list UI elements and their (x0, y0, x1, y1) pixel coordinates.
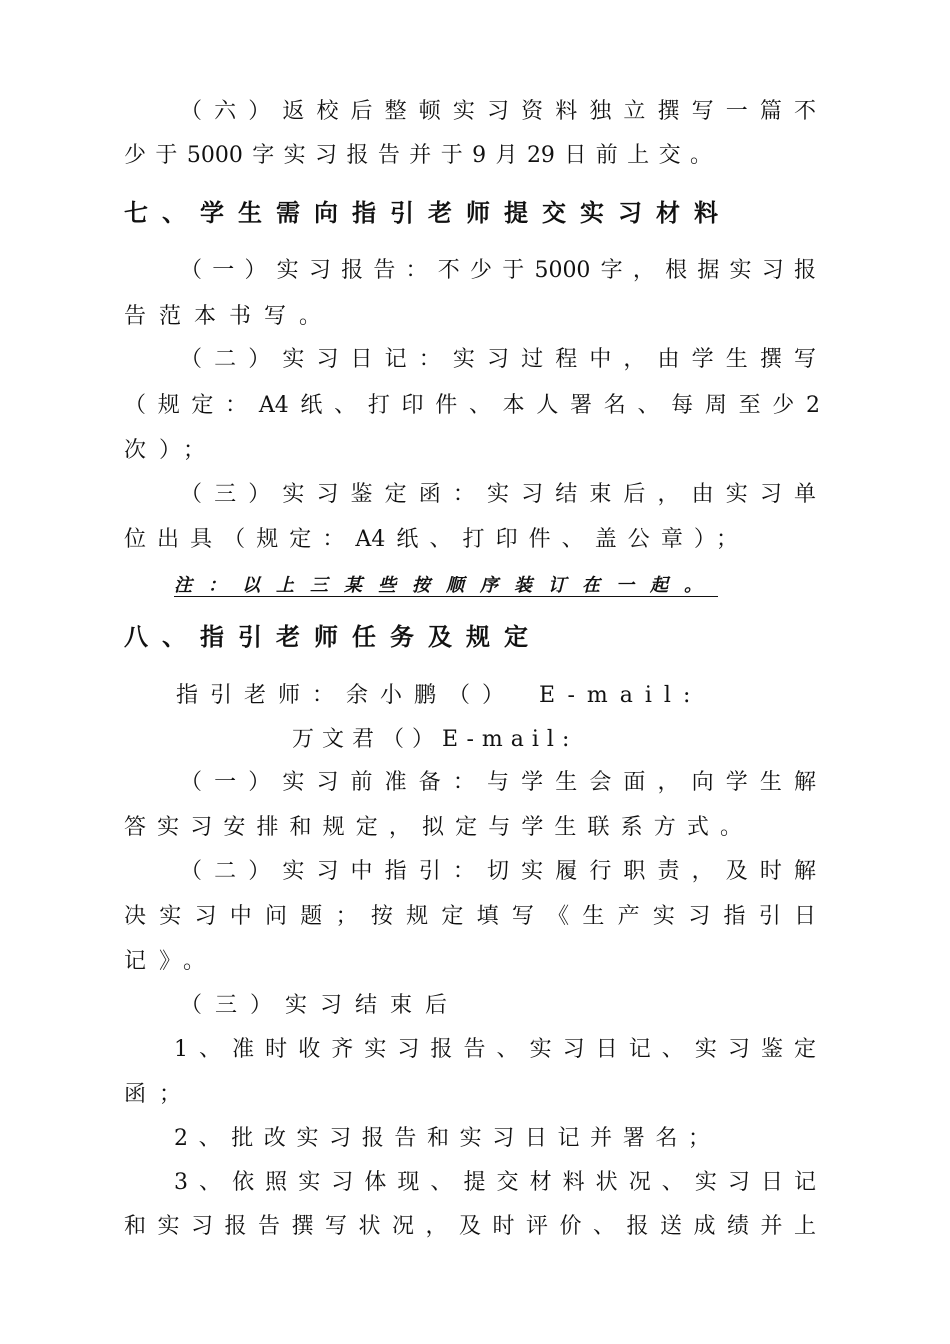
section-7-item-2-line3: 次）； (124, 438, 219, 463)
section-7-item-2-line1: （二）实习日记：实习过程中，由学生撰写 (180, 347, 816, 372)
section-7-item-1-line2: 告范本书写。 (124, 304, 335, 329)
section-8-item-2-line3: 记》。 (124, 949, 219, 974)
section-7-item-3-line1: （三）实习鉴定函：实习结束后，由实习单 (180, 482, 816, 507)
teacher-line-2: 万文君（）E-mail: (292, 727, 578, 752)
section-7-note: 注：以上三某些按顺序装订在一起。 (174, 575, 718, 596)
sub-item-2: 2、批改实习报告和实习日记并署名； (174, 1126, 710, 1151)
paragraph-6-line1: （六）返校后整顿实习资料独立撰写一篇不 (180, 99, 816, 124)
section-8-heading: 八、指引老师任务及规定 (124, 623, 542, 651)
teacher-line-1: 指引老师：余小鹏（） E-mail: (176, 683, 703, 708)
section-7-item-2-line2: （规定：A4纸、打印件、本人署名、每周至少2 (124, 393, 820, 418)
section-7-item-3-line2: 位出具（规定：A4纸、打印件、盖公章）； (124, 527, 738, 552)
section-8-item-1-line2: 答实习安排和规定，拟定与学生联系方式。 (124, 815, 742, 840)
paragraph-6-line2: 少于5000字实习报告并于9月29日前上交。 (124, 143, 712, 168)
sub-item-1-line2: 函； (124, 1082, 195, 1107)
section-7-heading: 七、学生需向指引老师提交实习材料 (124, 199, 732, 227)
section-8-item-3-title: （三）实习结束后 (180, 993, 461, 1018)
sub-item-1-line1: 1、准时收齐实习报告、实习日记、实习鉴定 (174, 1037, 816, 1062)
sub-item-3-line2: 和实习报告撰写状况，及时评价、报送成绩并上 (124, 1214, 816, 1239)
section-8-item-2-line2: 决实习中问题；按规定填写《生产实习指引日 (124, 904, 816, 929)
section-7-item-1-line1: （一）实习报告：不少于5000字，根据实习报 (180, 258, 816, 283)
sub-item-3-line1: 3、依照实习体现、提交材料状况、实习日记 (174, 1170, 816, 1195)
section-8-item-1-line1: （一）实习前准备：与学生会面，向学生解 (180, 770, 816, 795)
section-8-item-2-line1: （二）实习中指引：切实履行职责，及时解 (180, 859, 816, 884)
